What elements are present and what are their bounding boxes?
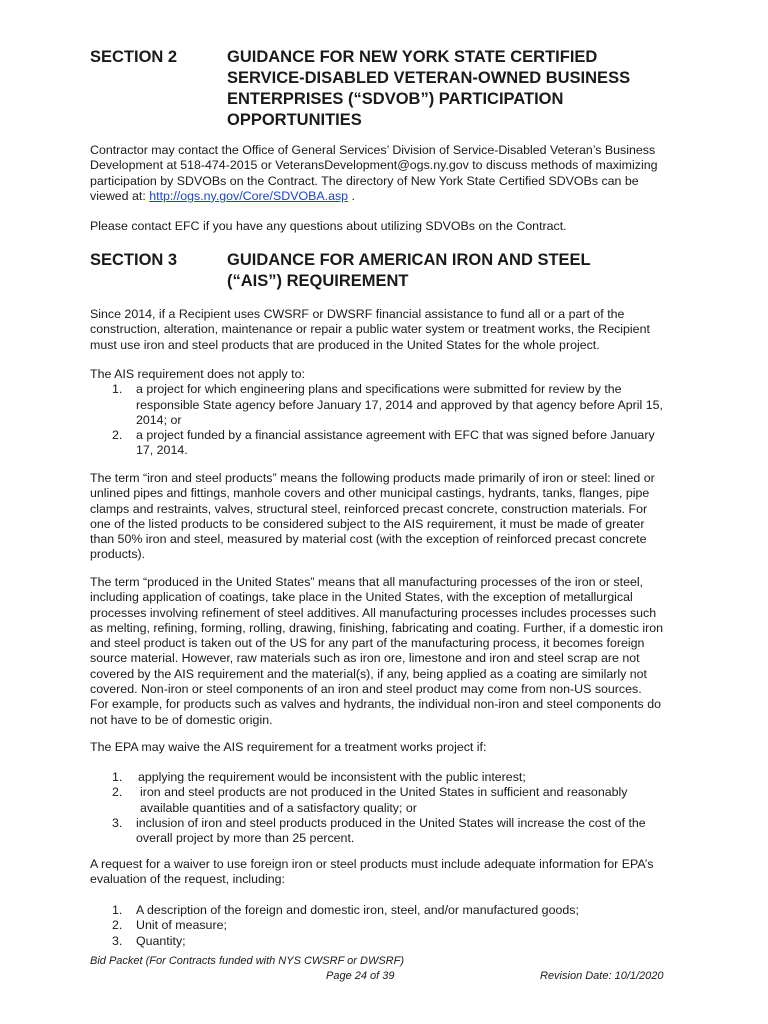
viewed-at-label: viewed at: <box>90 188 150 203</box>
waiver-request-list <box>90 903 690 949</box>
section-3-title-line: (“AIS”) REQUIREMENT <box>227 272 409 290</box>
paragraph-line: as melting, refining, forming, rolling, drawing, finishing, fabricating and coating. Further, if a domestic iron <box>90 620 664 635</box>
section-2-title-line: OPPORTUNITIES <box>227 111 362 129</box>
section-2-title-line: ENTERPRISES (“SDVOB”) PARTICIPATION <box>227 90 564 108</box>
list-number: 3. <box>112 815 123 830</box>
iron-steel-definition-paragraph <box>90 471 690 563</box>
epa-waive-list <box>90 770 690 846</box>
section-2-number: SECTION 2 <box>90 48 178 66</box>
paragraph-line: Contractor may contact the Office of General Services’ Division of Service-Disabled Veteran’s Business <box>90 143 656 157</box>
sdvob-contact-paragraph <box>90 143 690 204</box>
list-number: 2. <box>112 785 123 800</box>
list-item-line: Unit of measure; <box>136 918 227 933</box>
paragraph-line: including application of coatings, take place in the United States, with the exception of metallurgical <box>90 590 633 605</box>
list-item <box>90 770 690 785</box>
not-apply-heading: The AIS requirement does not apply to: <box>90 367 305 381</box>
list-item <box>90 934 690 949</box>
efc-contact-paragraph <box>90 219 690 234</box>
list-item-line: responsible State agency before January 17, 2014 and approved by that agency before April 15, <box>136 397 663 412</box>
list-number: 2. <box>112 428 123 443</box>
paragraph-line: The EPA may waive the AIS requirement for a treatment works project if: <box>90 740 487 754</box>
list-item-line: a project for which engineering plans and specifications were submitted for review by the <box>136 382 622 397</box>
paragraph-line: covered by the AIS requirement and the material(s), if any, being applied as a coating are similarly not <box>90 666 647 681</box>
paragraph-line: participation by SDVOBs on the Contract. The directory of New York State Certified SDVOBs can be <box>90 173 639 188</box>
list-item <box>90 428 690 459</box>
paragraph-line: The term “iron and steel products” means the following products made primarily of iron or steel: lined or <box>90 471 655 485</box>
list-item-line: 17, 2014. <box>136 443 188 458</box>
list-item-line: available quantities and of a satisfactory quality; or <box>140 800 417 815</box>
paragraph-line: covered. Non-iron or steel components of an iron and steel product may come from non-US sources. <box>90 682 642 697</box>
paragraph-line: For example, for products such as valves and hydrants, the individual non-iron and steel components do <box>90 697 661 712</box>
paragraph-line: The term “produced in the United States” means that all manufacturing processes of the iron or steel, <box>90 575 644 589</box>
paragraph-line: source material. However, raw materials such as iron ore, limestone and iron and steel scrap are not <box>90 651 640 666</box>
section-3-title <box>227 250 747 292</box>
list-number: 1. <box>112 382 123 397</box>
list-item <box>90 785 690 816</box>
section-3-title-line: GUIDANCE FOR AMERICAN IRON AND STEEL <box>227 251 591 269</box>
epa-waive-heading <box>90 740 690 755</box>
paragraph-line <box>90 189 690 204</box>
section-2-title-line: SERVICE-DISABLED VETERAN-OWNED BUSINESS <box>227 69 631 87</box>
section-3-number: SECTION 3 <box>90 251 178 269</box>
list-item-line: a project funded by a financial assistance agreement with EFC that was signed before January <box>136 428 655 443</box>
paragraph-line: construction, alteration, maintenance or repair a public water system or treatment works, the Recipient <box>90 322 650 337</box>
list-number: 1. <box>112 770 123 784</box>
list-item <box>90 816 690 847</box>
period: . <box>348 188 355 203</box>
section-2-title <box>227 47 747 131</box>
paragraph-line: Development at 518-474-2015 or VeteransDevelopment@ogs.ny.gov to discuss methods of maximizing <box>90 158 658 173</box>
list-number: 3. <box>112 933 123 948</box>
paragraph-line: clamps and restraints, valves, structural steel, reinforced precast concrete, construction materials. For <box>90 501 648 516</box>
list-item-line: inclusion of iron and steel products produced in the United States will increase the cost of the <box>136 815 646 830</box>
produced-in-us-paragraph <box>90 575 690 728</box>
paragraph-line: Since 2014, if a Recipient uses CWSRF or DWSRF financial assistance to fund all or a part of the <box>90 307 625 321</box>
paragraph-line: evaluation of the request, including: <box>90 872 285 887</box>
list-item-line: iron and steel products are not produced in the United States in sufficient and reasonably <box>140 785 628 800</box>
paragraph-line: unlined pipes and fittings, manhole covers and other municipal castings, hydrants, tanks, flanges, pipe <box>90 486 650 501</box>
list-item-line: 2014; or <box>136 412 182 427</box>
paragraph-line: and steel product is taken out of the US for any part of the manufacturing process, it becomes foreign <box>90 636 645 651</box>
list-number: 2. <box>112 918 123 933</box>
footer-bid-packet: Bid Packet (For Contracts funded with NYS CWSRF or DWSRF) <box>90 955 404 967</box>
ais-intro-paragraph <box>90 307 690 353</box>
list-item-line: Quantity; <box>136 933 186 948</box>
list-item <box>90 918 690 933</box>
list-number: 1. <box>112 903 123 917</box>
paragraph-line: processes involving refinement of steel additives. All manufacturing processes includes processes such <box>90 605 657 620</box>
footer-revision-date: Revision Date: 10/1/2020 <box>540 970 664 982</box>
footer-page-number: Page 24 of 39 <box>326 970 395 982</box>
list-item-line: overall project by more than 25 percent. <box>136 831 355 846</box>
list-item <box>90 903 690 918</box>
list-item-line: applying the requirement would be inconsistent with the public interest; <box>138 770 526 784</box>
waiver-request-paragraph <box>90 857 690 888</box>
paragraph-line: than 50% iron and steel, measured by material cost (with the exception of reinforced precast concrete <box>90 532 647 547</box>
paragraph-line: must use iron and steel products that are produced in the United States for the whole project. <box>90 337 600 352</box>
paragraph-line: Please contact EFC if you have any questions about utilizing SDVOBs on the Contract. <box>90 219 567 233</box>
paragraph-line: products). <box>90 547 146 562</box>
paragraph-line: not have to be of domestic origin. <box>90 712 273 727</box>
sdvob-directory-link[interactable]: http://ogs.ny.gov/Core/SDVOBA.asp <box>149 188 349 203</box>
paragraph-line: one of the listed products to be considered subject to the AIS requirement, it must be made of greater <box>90 516 645 531</box>
ais-not-apply-block <box>90 367 690 459</box>
paragraph-line: A request for a waiver to use foreign iron or steel products must include adequate information for EPA’s <box>90 857 654 871</box>
section-2-title-line: GUIDANCE FOR NEW YORK STATE CERTIFIED <box>227 48 598 66</box>
list-item-line: A description of the foreign and domestic iron, steel, and/or manufactured goods; <box>136 903 579 917</box>
list-item <box>90 382 690 428</box>
